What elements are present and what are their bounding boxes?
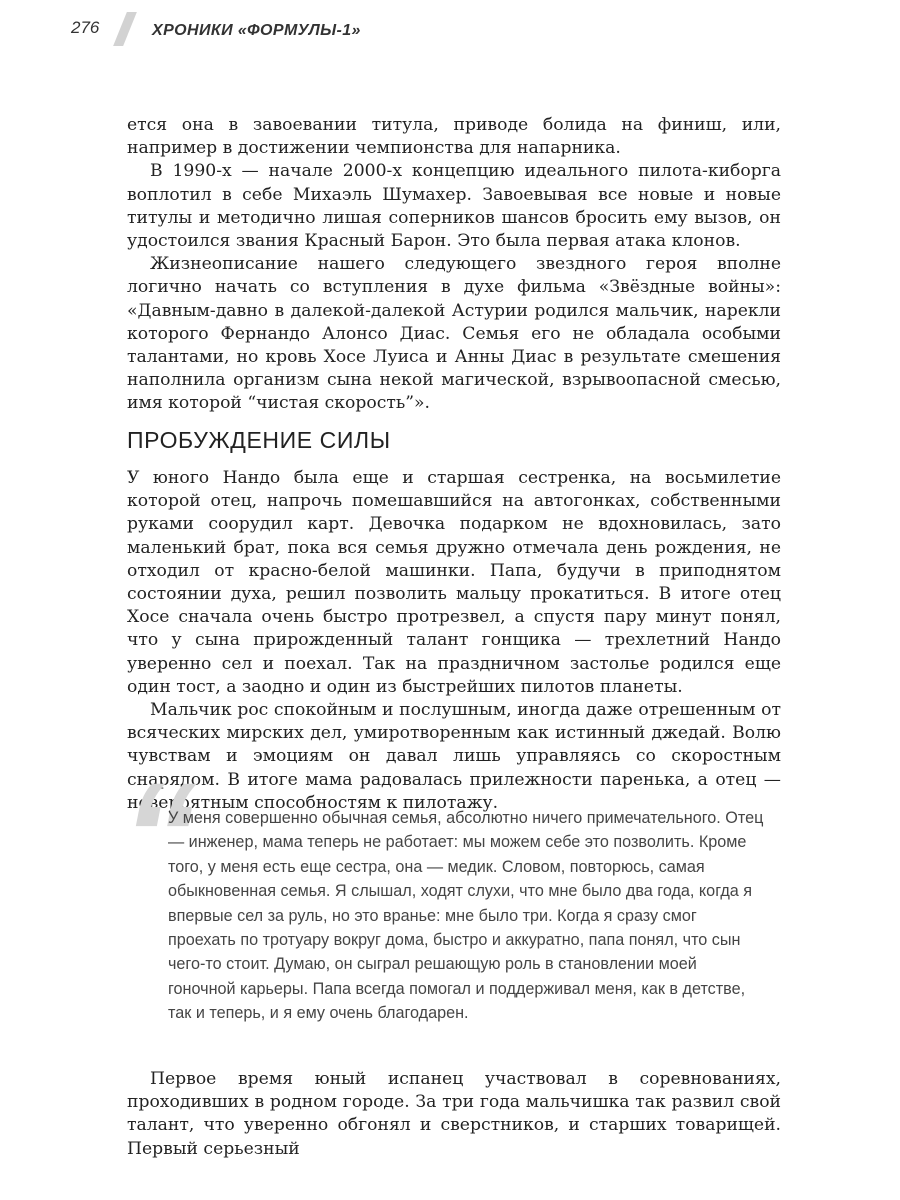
paragraph: Первое время юный испанец участвовал в соревнованиях, проходивших в родном городе. За три года мальчишка так развил свой талант, что уверенно обгонял и сверстников, и старших товарищей. Первый серьезный bbox=[127, 1069, 781, 1159]
paragraph: ется она в завоевании титула, приводе болида на финиш, или, например в достижении чемпионства для напарника. bbox=[127, 115, 781, 159]
paragraph: В 1990-х — начале 2000-х концепцию идеального пилота-киборга воплотил в себе Михаэль Шумахер. Завоевывая все новые и новые титулы и методично лишая соперников шансов бросить ему вызов, он удостоился звания Красный Барон. Это была первая атака клонов. bbox=[127, 161, 781, 252]
paragraph: Жизнеописание нашего следующего звездного героя вполне логично начать со вступления в духе фильма «Звёздные войны»: «Давным-давно в далекой-далекой Астурии родился мальчик, нарекли которого Фернандо Алонсо Диас. Семья его не обладала особыми талантами, но кровь Хосе Луиса и Анны Диас в результате смешения наполнила организм сына некой магической, взрывоопасной смесью, имя которой “чистая скорость”». bbox=[127, 254, 781, 414]
page-number: 276 bbox=[71, 18, 100, 37]
closing-text bbox=[127, 1068, 781, 1161]
running-title: ХРОНИКИ «ФОРМУЛЫ-1» bbox=[152, 22, 361, 39]
section-heading: ПРОБУЖДЕНИЕ СИЛЫ bbox=[127, 427, 391, 453]
section-text bbox=[127, 467, 781, 815]
quote-mark-icon: “ bbox=[122, 751, 197, 919]
header-slash-decoration bbox=[113, 12, 137, 46]
paragraph: У юного Нандо была еще и старшая сестренка, на восьмилетие которой отец, напрочь помешавшийся на автогонках, собственными руками соорудил карт. Девочка подарком не вдохновилась, зато маленький брат, пока вся семья дружно отмечала день рождения, не отходил от красно-белой машинки. Папа, будучи в приподнятом состоянии духа, решил позволить мальцу прокатиться. В итоге отец Хосе сначала очень быстро протрезвел, а спустя пару минут понял, что у сына прирожденный талант гонщика — трехлетний Нандо уверенно сел и поехал. Так на праздничном застолье родился еще один тост, а заодно и один из быстрейших пилотов планеты. bbox=[127, 468, 781, 697]
paragraph: Мальчик рос спокойным и послушным, иногда даже отрешенным от всяческих мирских дел, умиротворенным как истинный джедай. Волю чувствам и эмоциям он давал лишь управляясь со скоростным снарядом. В итоге мама радовалась прилежности паренька, а отец — невероятным способностям к пилотажу. bbox=[127, 700, 781, 813]
intro-text bbox=[127, 114, 781, 416]
pull-quote: У меня совершенно обычная семья, абсолютно ничего примечательного. Отец — инженер, мама теперь не работает: мы можем себе это позволить. Кроме того, у меня есть еще сестра, она — медик. Словом, повторюсь, самая обыкновенная семья. Я слышал, ходят слухи, что мне было два года, когда я впервые сел за руль, но это вранье: мне было три. Когда я сразу смог проехать по тротуару вокруг дома, быстро и аккуратно, папа понял, что сын чего-то стоит. Думаю, он сыграл решающую роль в становлении моей гоночной карьеры. Папа всегда помогал и поддерживал меня, как в детстве, так и теперь, и я ему очень благодарен. bbox=[168, 809, 764, 1023]
